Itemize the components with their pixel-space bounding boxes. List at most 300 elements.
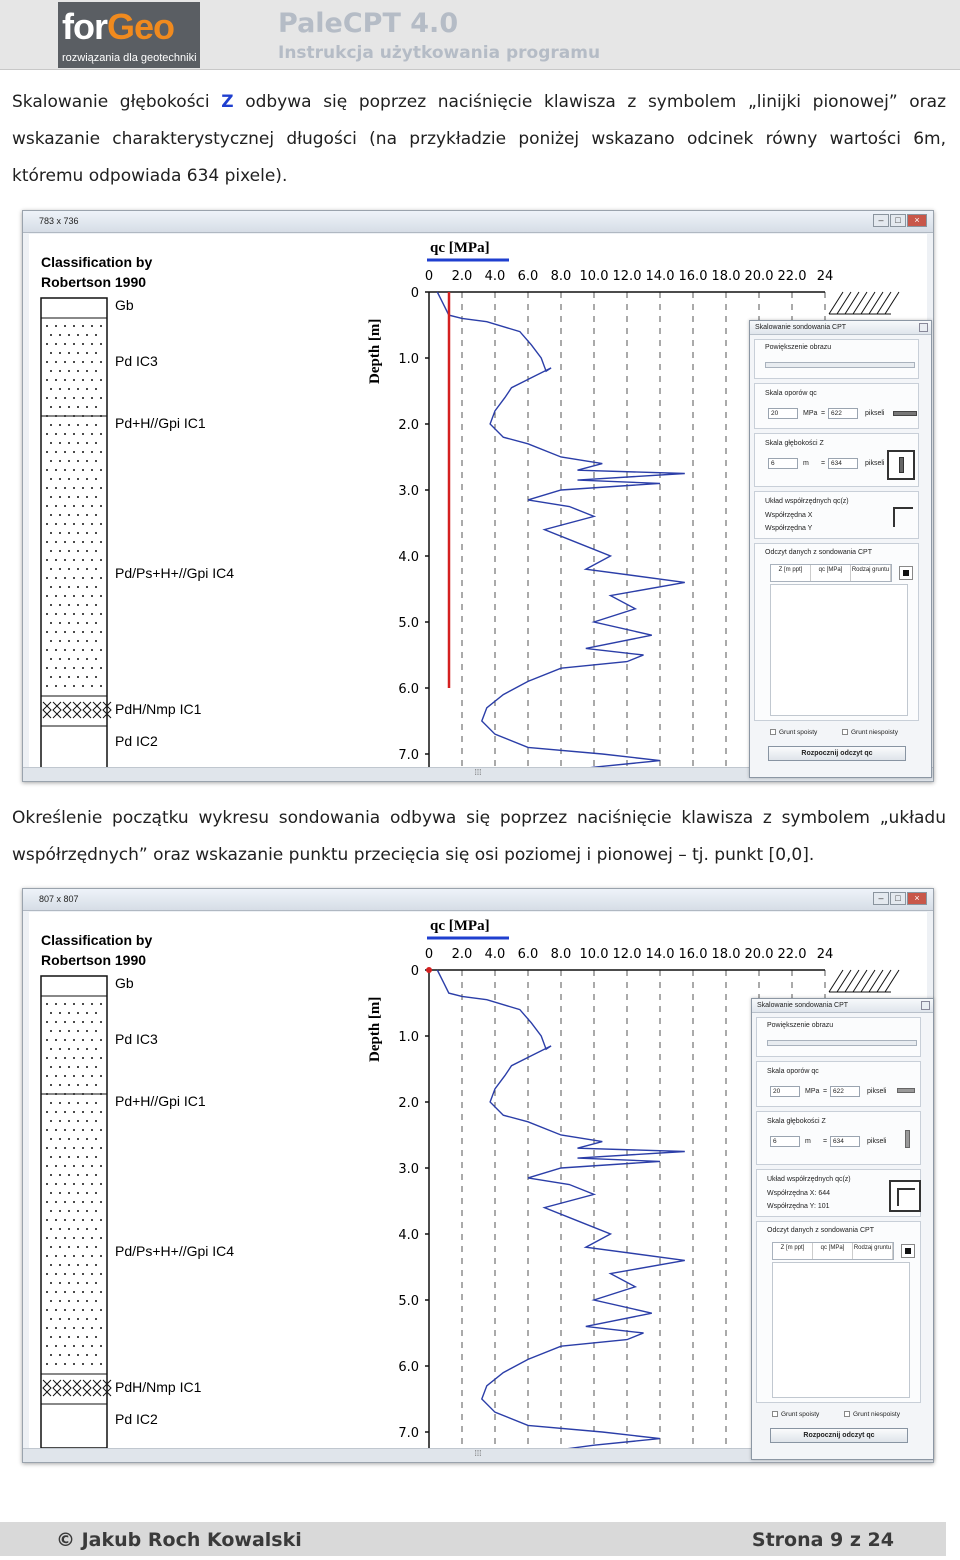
- soil-dot: [91, 361, 93, 363]
- soil-dot: [77, 1048, 79, 1050]
- qc-scale-group: [756, 1061, 921, 1107]
- soil-dot: [100, 1183, 102, 1185]
- soil-dot: [46, 1093, 48, 1095]
- soil-dot: [50, 1066, 52, 1068]
- soil-dot: [59, 586, 61, 588]
- window-titlebar: [23, 211, 933, 233]
- col-soil: Rodzaj gruntu: [851, 565, 891, 581]
- soil-dot: [91, 595, 93, 597]
- soil-dot: [64, 631, 66, 633]
- dialog-close-icon[interactable]: [919, 323, 928, 332]
- vertical-ruler-icon[interactable]: [905, 1130, 910, 1148]
- y-tick-label: 3.0: [398, 1162, 419, 1177]
- zoom-label: Powiększenie obrazu: [765, 344, 832, 351]
- soil-dot: [95, 550, 97, 552]
- soil-dot: [68, 1120, 70, 1122]
- soil-dot: [100, 1255, 102, 1257]
- close-button[interactable]: ×: [907, 214, 927, 227]
- layer-label: Pd/Ps+H+//Gpi IC4: [115, 565, 235, 581]
- soil-dot: [86, 1300, 88, 1302]
- coord-group: [756, 1169, 921, 1217]
- soil-dot: [50, 586, 52, 588]
- soil-dot: [64, 1147, 66, 1149]
- soil-dot: [86, 1012, 88, 1014]
- soil-dot: [73, 1021, 75, 1023]
- soil-dot: [59, 1066, 61, 1068]
- coord-y-label: Współrzędna Y: 101: [767, 1203, 830, 1210]
- soil-dot: [100, 451, 102, 453]
- z-value-input[interactable]: 6: [768, 458, 798, 469]
- soil-dot: [50, 334, 52, 336]
- col-qc: qc [MPa]: [811, 565, 851, 581]
- soil-dot: [68, 1282, 70, 1284]
- soil-dot: [77, 1228, 79, 1230]
- soil-dot: [64, 613, 66, 615]
- soil-dot: [46, 469, 48, 471]
- soil-dot: [59, 1048, 61, 1050]
- soil-dot: [100, 397, 102, 399]
- qc-pixels-input[interactable]: 622: [830, 1086, 860, 1097]
- soil-dot: [95, 496, 97, 498]
- soil-dot: [50, 352, 52, 354]
- soil-dot: [95, 1246, 97, 1248]
- soil-dot: [55, 1291, 57, 1293]
- soil-dot: [64, 541, 66, 543]
- soil-dot: [46, 541, 48, 543]
- soil-dot: [55, 1363, 57, 1365]
- qc-scale-label: Skala oporów qc: [765, 390, 817, 397]
- cpt-readings-list[interactable]: [770, 584, 908, 716]
- soil-dot: [46, 433, 48, 435]
- soil-dot: [95, 1048, 97, 1050]
- soil-dot: [77, 1264, 79, 1266]
- soil-dot: [95, 1138, 97, 1140]
- coordinate-system-icon-button[interactable]: [889, 1180, 921, 1212]
- soil-dot: [50, 478, 52, 480]
- document-title: PaleCPT 4.0: [278, 8, 459, 39]
- soil-dot: [50, 1174, 52, 1176]
- maximize-button[interactable]: □: [890, 892, 906, 905]
- y-tick-label: 7.0: [398, 748, 419, 763]
- soil-dot: [77, 424, 79, 426]
- soil-dot: [55, 1255, 57, 1257]
- zoom-slider[interactable]: [765, 362, 915, 368]
- soil-dot: [59, 1336, 61, 1338]
- hatch-line: [837, 292, 851, 314]
- coord-x-label: Współrzędna X: 644: [767, 1190, 831, 1197]
- soil-dot: [59, 1120, 61, 1122]
- layer-label: Pd+H//Gpi IC1: [115, 1093, 206, 1109]
- soil-dot: [73, 1255, 75, 1257]
- y-tick-label: 4.0: [398, 550, 419, 565]
- hatch-line: [861, 970, 875, 992]
- soil-dot: [50, 1354, 52, 1356]
- soil-dot: [77, 388, 79, 390]
- soil-dot: [68, 388, 70, 390]
- soil-dot: [77, 406, 79, 408]
- soil-dot: [59, 1030, 61, 1032]
- soil-dot: [100, 577, 102, 579]
- hatch-line: [861, 292, 875, 314]
- hatch-line: [853, 292, 867, 314]
- soil-dot: [86, 640, 88, 642]
- soil-dot: [100, 1291, 102, 1293]
- pixels-label: pikseli: [867, 1138, 887, 1145]
- soil-dot: [73, 361, 75, 363]
- soil-dot: [64, 1093, 66, 1095]
- minimize-button[interactable]: –: [873, 214, 889, 227]
- soil-dot: [68, 442, 70, 444]
- x-tick-label: 24: [816, 269, 834, 284]
- x-tick-label: 0: [424, 947, 434, 962]
- soil-dot: [82, 361, 84, 363]
- soil-dot: [73, 1075, 75, 1077]
- soil-dot: [82, 415, 84, 417]
- soil-dot: [50, 676, 52, 678]
- soil-dot: [59, 1210, 61, 1212]
- soil-dot: [50, 568, 52, 570]
- soil-dot: [95, 622, 97, 624]
- qc-value-input[interactable]: 20: [770, 1086, 800, 1097]
- soil-dot: [100, 325, 102, 327]
- soil-dot: [46, 361, 48, 363]
- cohesive-soil-checkbox[interactable]: Grunt spoisty: [770, 729, 817, 736]
- soil-dot: [100, 1003, 102, 1005]
- soil-dot: [68, 658, 70, 660]
- soil-dot: [50, 622, 52, 624]
- soil-dot: [86, 514, 88, 516]
- x-tick-label: 14.0: [645, 269, 675, 284]
- soil-dot: [64, 559, 66, 561]
- soil-dot: [95, 352, 97, 354]
- soil-dot: [68, 514, 70, 516]
- y-tick-label: 2.0: [398, 1096, 419, 1111]
- dialog-close-icon[interactable]: [921, 1001, 930, 1010]
- soil-dot: [50, 604, 52, 606]
- y-tick-label: 1.0: [398, 352, 419, 367]
- soil-dot: [59, 1012, 61, 1014]
- cpt-read-label: Odczyt danych z sondowania CPT: [767, 1227, 874, 1234]
- soil-dot: [68, 1066, 70, 1068]
- soil-dot: [59, 514, 61, 516]
- soil-dot: [64, 667, 66, 669]
- soil-dot: [50, 640, 52, 642]
- hatch-line: [869, 970, 883, 992]
- soil-dot: [100, 613, 102, 615]
- start-reading-button[interactable]: Rozpocznij odczyt qc: [770, 1428, 908, 1443]
- soil-dot: [50, 1210, 52, 1212]
- soil-dot: [73, 397, 75, 399]
- soil-dot: [55, 1183, 57, 1185]
- soil-dot: [50, 1228, 52, 1230]
- logo-tagline: rozwiązania dla geotechniki: [62, 52, 197, 64]
- soil-dot: [86, 352, 88, 354]
- soil-dot: [100, 1057, 102, 1059]
- para1-z-symbol: Z: [221, 92, 234, 112]
- soil-dot: [73, 379, 75, 381]
- col-depth: Z [m ppt]: [771, 565, 811, 581]
- soil-dot: [73, 595, 75, 597]
- soil-dot: [95, 1156, 97, 1158]
- soil-dot: [86, 334, 88, 336]
- soil-dot: [50, 1264, 52, 1266]
- soil-dot: [77, 1336, 79, 1338]
- soil-dot: [73, 685, 75, 687]
- soil-dot: [91, 1183, 93, 1185]
- y-tick-label: 1.0: [398, 1030, 419, 1045]
- pixels-label: pikseli: [867, 1088, 887, 1095]
- cpt-table-header: [772, 1242, 894, 1260]
- soil-dot: [91, 343, 93, 345]
- z-unit: m: [805, 1138, 811, 1145]
- soil-dot: [46, 523, 48, 525]
- soil-dot: [46, 1291, 48, 1293]
- z-value-input[interactable]: 6: [770, 1136, 800, 1147]
- soil-dot: [59, 442, 61, 444]
- hatch-line: [837, 970, 851, 992]
- soil-dot: [77, 1084, 79, 1086]
- pixels-label: pikseli: [865, 460, 885, 467]
- horizontal-ruler-icon[interactable]: [893, 411, 917, 416]
- soil-dot: [68, 1138, 70, 1140]
- soil-dot: [77, 640, 79, 642]
- soil-dot: [86, 1228, 88, 1230]
- soil-dot: [50, 514, 52, 516]
- soil-dot: [50, 1282, 52, 1284]
- soil-dot: [68, 532, 70, 534]
- soil-dot: [46, 1273, 48, 1275]
- soil-dot: [64, 1309, 66, 1311]
- noncohesive-soil-checkbox[interactable]: Grunt niespoisty: [844, 1411, 900, 1418]
- page-footer: [0, 1522, 946, 1556]
- soil-dot: [50, 1048, 52, 1050]
- soil-dot: [86, 550, 88, 552]
- soil-dot: [55, 397, 57, 399]
- soil-dot: [82, 1291, 84, 1293]
- soil-dot: [95, 1192, 97, 1194]
- soil-dot: [82, 1075, 84, 1077]
- soil-dot: [73, 1237, 75, 1239]
- soil-dot: [77, 1102, 79, 1104]
- soil-dot: [68, 676, 70, 678]
- soil-dot: [46, 325, 48, 327]
- soil-dot: [50, 1030, 52, 1032]
- soil-dot: [73, 631, 75, 633]
- soil-dot: [82, 1129, 84, 1131]
- soil-dot: [77, 1282, 79, 1284]
- z-pixels-input[interactable]: 634: [830, 1136, 860, 1147]
- soil-dot: [95, 1084, 97, 1086]
- layer-label: Pd IC3: [115, 353, 158, 369]
- soil-dot: [73, 1129, 75, 1131]
- x-tick-label: 10.0: [579, 947, 609, 962]
- cpt-readings-list[interactable]: [772, 1262, 910, 1398]
- hatch-line: [829, 970, 843, 992]
- layer-label: Pd+H//Gpi IC1: [115, 415, 206, 431]
- soil-dot: [100, 1075, 102, 1077]
- soil-dot: [55, 325, 57, 327]
- soil-dot: [73, 343, 75, 345]
- soil-dot: [77, 1138, 79, 1140]
- soil-dot: [59, 370, 61, 372]
- layer-label: Pd IC2: [115, 1411, 158, 1427]
- soil-dot: [91, 469, 93, 471]
- para1-text-a: Skalowanie głębokości: [12, 92, 222, 112]
- noncohesive-soil-checkbox[interactable]: Grunt niespoisty: [842, 729, 898, 736]
- record-icon[interactable]: [901, 1244, 915, 1258]
- x-tick-label: 14.0: [645, 947, 675, 962]
- soil-dot: [91, 1021, 93, 1023]
- soil-dot: [82, 1237, 84, 1239]
- soil-dot: [95, 424, 97, 426]
- soil-dot: [73, 1147, 75, 1149]
- soil-dot: [64, 1183, 66, 1185]
- soil-dot: [64, 1003, 66, 1005]
- cpt-read-group: [756, 1221, 921, 1403]
- soil-dot: [77, 568, 79, 570]
- soil-dot: [55, 613, 57, 615]
- qc-unit: MPa: [805, 1088, 820, 1095]
- soil-dot: [82, 379, 84, 381]
- cohesive-soil-checkbox[interactable]: Grunt spoisty: [772, 1411, 819, 1418]
- document-subtitle: Instrukcja użytkowania programu: [278, 43, 601, 63]
- soil-dot: [91, 667, 93, 669]
- soil-dot: [59, 1174, 61, 1176]
- soil-dot: [91, 649, 93, 651]
- minimize-button[interactable]: –: [873, 892, 889, 905]
- soil-dot: [59, 1102, 61, 1104]
- soil-dot: [91, 433, 93, 435]
- soil-dot: [73, 469, 75, 471]
- soil-dot: [55, 1345, 57, 1347]
- soil-dot: [46, 1327, 48, 1329]
- soil-dot: [77, 622, 79, 624]
- soil-dot: [55, 1201, 57, 1203]
- zoom-slider[interactable]: [767, 1040, 917, 1046]
- soil-dot: [86, 604, 88, 606]
- col-depth: Z [m ppt]: [773, 1243, 813, 1259]
- soil-dot: [100, 1273, 102, 1275]
- soil-dot: [82, 325, 84, 327]
- x-tick-label: 20.0: [744, 947, 774, 962]
- soil-dot: [64, 1075, 66, 1077]
- soil-dot: [100, 1147, 102, 1149]
- soil-dot: [55, 1147, 57, 1149]
- soil-dot: [86, 1048, 88, 1050]
- soil-dot: [77, 586, 79, 588]
- soil-dot: [68, 604, 70, 606]
- soil-dot: [77, 370, 79, 372]
- soil-dot: [68, 1048, 70, 1050]
- soil-dot: [77, 334, 79, 336]
- soil-dot: [50, 370, 52, 372]
- soil-dot: [95, 1030, 97, 1032]
- soil-dot: [100, 1201, 102, 1203]
- soil-dot: [59, 496, 61, 498]
- soil-dot: [46, 685, 48, 687]
- soil-dot: [95, 1012, 97, 1014]
- scaling-dialog: [749, 320, 932, 778]
- soil-dot: [91, 505, 93, 507]
- soil-dot: [55, 1021, 57, 1023]
- soil-dot: [50, 496, 52, 498]
- soil-dot: [55, 1129, 57, 1131]
- classification-title: Classification by: [41, 254, 153, 270]
- logo-for-text: for: [62, 6, 107, 47]
- soil-dot: [86, 388, 88, 390]
- soil-dot: [46, 1309, 48, 1311]
- soil-dot: [59, 388, 61, 390]
- vertical-ruler-icon-button[interactable]: [887, 450, 915, 480]
- soil-dot: [86, 1066, 88, 1068]
- soil-dot: [64, 487, 66, 489]
- soil-dot: [82, 1363, 84, 1365]
- soil-dot: [95, 1228, 97, 1230]
- soil-dot: [68, 406, 70, 408]
- soil-dot: [82, 1021, 84, 1023]
- col-qc: qc [MPa]: [813, 1243, 853, 1259]
- horizontal-ruler-icon[interactable]: [897, 1088, 915, 1093]
- soil-dot: [50, 1156, 52, 1158]
- maximize-button[interactable]: □: [890, 214, 906, 227]
- soil-dot: [55, 1003, 57, 1005]
- soil-dot: [91, 559, 93, 561]
- soil-dot: [100, 1111, 102, 1113]
- coordinate-system-icon[interactable]: [893, 507, 913, 527]
- soil-dot: [77, 478, 79, 480]
- col-soil: Rodzaj gruntu: [853, 1243, 893, 1259]
- soil-dot: [91, 487, 93, 489]
- start-reading-button[interactable]: Rozpocznij odczyt qc: [768, 746, 906, 761]
- soil-dot: [59, 352, 61, 354]
- soil-dot: [46, 451, 48, 453]
- soil-dot: [68, 1228, 70, 1230]
- record-icon[interactable]: [899, 566, 913, 580]
- soil-dot: [59, 1138, 61, 1140]
- soil-dot: [46, 1237, 48, 1239]
- dialog-title: Skalowanie sondowania CPT: [755, 324, 847, 331]
- close-button[interactable]: ×: [907, 892, 927, 905]
- qc-value-input[interactable]: 20: [768, 408, 798, 419]
- z-pixels-input[interactable]: 634: [828, 458, 858, 469]
- soil-dot: [68, 1210, 70, 1212]
- soil-dot: [91, 1075, 93, 1077]
- soil-dot: [100, 541, 102, 543]
- soil-dot: [46, 505, 48, 507]
- soil-dot: [68, 334, 70, 336]
- soil-dot: [59, 1282, 61, 1284]
- soil-dot: [100, 415, 102, 417]
- x-tick-label: 16.0: [678, 269, 708, 284]
- soil-dot: [59, 658, 61, 660]
- soil-dot: [64, 1273, 66, 1275]
- soil-dot: [86, 1156, 88, 1158]
- soil-dot: [68, 460, 70, 462]
- y-tick-label: 2.0: [398, 418, 419, 433]
- soil-dot: [55, 469, 57, 471]
- soil-dot: [50, 1336, 52, 1338]
- soil-dot: [73, 1327, 75, 1329]
- y-tick-label: 5.0: [398, 1294, 419, 1309]
- soil-dot: [55, 451, 57, 453]
- soil-dot: [68, 370, 70, 372]
- hatch-line: [845, 970, 859, 992]
- soil-dot: [50, 550, 52, 552]
- soil-dot: [59, 1300, 61, 1302]
- soil-dot: [55, 361, 57, 363]
- qc-pixels-input[interactable]: 622: [828, 408, 858, 419]
- soil-dot: [68, 1264, 70, 1266]
